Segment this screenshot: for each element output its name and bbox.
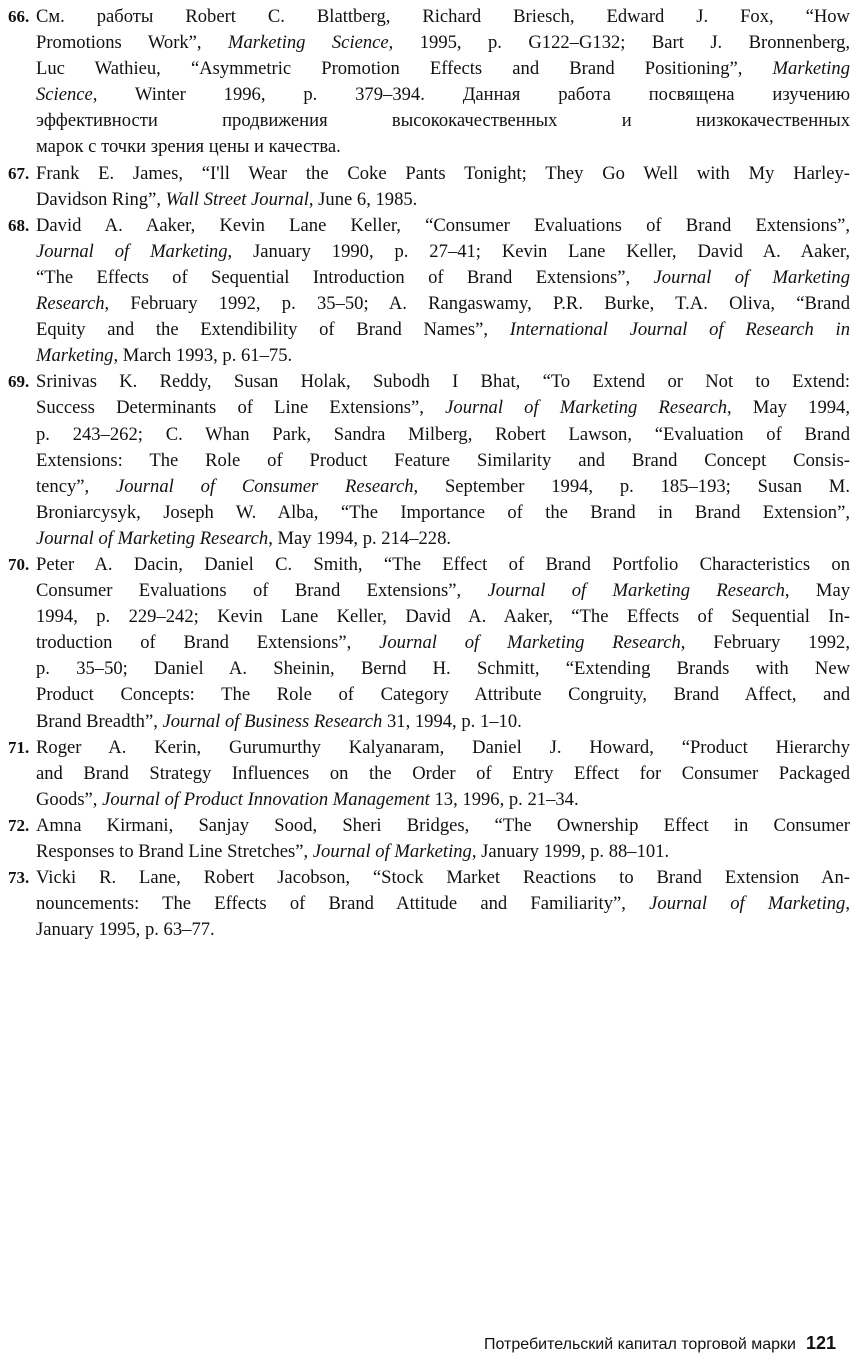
reference-text: and Brand Strategy Influences on the Order of Entry Effect for Consumer Packaged [36,762,850,784]
reference-line [36,526,850,552]
reference-number: 68. [8,215,30,235]
reference-text: Roger A. Kerin, Gurumurthy Kalyanaram, Daniel J. Howard, “Product Hierarchy [36,736,850,758]
running-title: Потребительский капитал торговой марки [484,1336,796,1353]
reference-number: 71. [8,737,30,757]
reference-number: 73. [8,868,30,888]
journal-title: Marketing Science [228,32,389,54]
journal-title: Journal of Marketing [649,893,846,915]
journal-title: Journal of Marketing [312,841,472,862]
reference-number: 69. [8,372,30,392]
reference-line [36,422,850,448]
reference-line [36,4,850,30]
reference-line [36,709,850,735]
reference-line [36,656,850,682]
reference-line [36,108,850,134]
reference-text: эффективности продвижения высококачественных и низкокачественных [36,110,850,132]
reference-text: nouncements: The Effects of Brand Attitude and Familiarity”, [36,893,650,915]
reference-text: Davidson Ring”, [36,188,166,210]
reference-line [36,239,850,265]
reference-line [36,474,850,500]
reference-text: марок с точки зрения цены и качества. [36,136,341,158]
reference-text: Winter 1996, p. 379–394. Данная работа посвящена изучению [97,84,850,106]
reference-text: См. работы Robert C. Blattberg, Richard Briesch, Edward J. Fox, “How [36,6,850,27]
reference-line [36,82,850,108]
reference-line [36,552,850,578]
reference-line [36,369,850,395]
journal-title: Marketing [36,345,114,367]
reference-line [36,134,850,160]
reference-text: Promotions Work”, [36,32,229,54]
reference-text: Frank E. James, “I'll Wear the Coke Pants Tonight; They Go Well with My Harley- [36,162,850,184]
journal-title: Journal of Marketing [36,240,228,262]
journal-title: Journal of Consumer Research [115,475,414,497]
journal-title: Journal of Marketing Research [36,527,269,549]
reference-line [36,56,850,82]
reference-item [8,813,850,865]
reference-text: Srinivas K. Reddy, Susan Holak, Subodh I Bhat, “To Extend or Not to Extend: [36,371,850,393]
reference-item [8,369,850,552]
page-footer [484,1333,836,1354]
reference-line [36,839,850,865]
reference-item [8,213,850,370]
reference-line [36,865,850,891]
reference-text: Broniarcysyk, Joseph W. Alba, “The Importance of the Brand in Brand Extension”, [36,501,850,523]
reference-text: Success Determinants of Line Extensions”, [36,397,446,419]
journal-title: Journal of Marketing Research [445,397,728,419]
reference-text: 1994, p. 229–242; Kevin Lane Keller, David A. Aaker, “The Effects of Sequential In- [36,606,850,628]
reference-line [36,787,850,813]
reference-text: Goods”, [36,788,103,810]
reference-line [36,213,850,239]
reference-number: 70. [8,554,30,574]
reference-line [36,30,850,56]
reference-text: , June 6, 1985. [308,188,418,210]
reference-text: David A. Aaker, Kevin Lane Keller, “Consumer Evaluations of Brand Extensions”, [36,214,850,236]
reference-text: p. 243–262; C. Whan Park, Sandra Milberg, Robert Lawson, “Evaluation of Brand [36,423,850,445]
reference-line [36,917,850,943]
reference-number: 67. [8,163,30,183]
reference-text: Extensions: The Role of Product Feature Similarity and Brand Concept Consis- [36,449,850,471]
reference-text: tency”, [36,475,116,497]
reference-text: Luc Wathieu, “Asymmetric Promotion Effects and Brand Positioning”, [36,58,773,80]
reference-text: Product Concepts: The Role of Category Attribute Congruity, Brand Affect, and [36,684,850,706]
reference-text: , May 1994, p. 214–228. [268,527,452,549]
reference-text: , May 1994, [727,397,850,419]
reference-number: 66. [8,7,30,26]
reference-line [36,891,850,917]
journal-title: Wall Street Journal [165,188,309,210]
page-number: 121 [805,1333,836,1353]
reference-text: Equity and the Extendibility of Brand Names”, [36,319,510,341]
journal-title: Marketing [772,58,850,80]
reference-number: 72. [8,815,30,835]
reference-line [36,761,850,787]
journal-title: International Journal of Research in [509,319,850,341]
reference-line [36,630,850,656]
reference-item [8,552,850,735]
reference-line [36,161,850,187]
reference-line [36,578,850,604]
reference-text: “The Effects of Sequential Introduction of Brand Extensions”, [36,266,654,288]
journal-title: Science, [36,84,98,106]
journal-title: Research [36,293,105,315]
reference-line [36,813,850,839]
reference-text: Peter A. Dacin, Daniel C. Smith, “The Effect of Brand Portfolio Characteristics on [36,553,850,575]
reference-text: , January 1990, p. 27–41; Kevin Lane Keller, David A. Aaker, [227,240,851,262]
reference-item [8,4,850,161]
reference-text: , January 1999, p. 88–101. [471,841,670,862]
reference-line [36,500,850,526]
reference-text: p. 35–50; Daniel A. Sheinin, Bernd H. Schmitt, “Extending Brands with New [36,658,850,680]
reference-line [36,395,850,421]
journal-title: Journal of Business Research [162,710,383,732]
reference-line [36,317,850,343]
reference-text: Brand Breadth”, [36,710,163,732]
reference-line [36,265,850,291]
reference-line [36,343,850,369]
journal-title: Journal of Marketing Research [379,632,681,654]
reference-text: troduction of Brand Extensions”, [36,632,380,654]
reference-text: , March 1993, p. 61–75. [113,345,293,367]
reference-line [36,682,850,708]
reference-text: , September 1994, p. 185–193; Susan M. [413,475,850,497]
reference-text: , February 1992, p. 35–50; A. Rangaswamy, P.R. Burke, T.A. Oliva, “Brand [104,293,850,315]
reference-text: , [845,893,850,915]
reference-text: January 1995, p. 63–77. [36,919,215,941]
reference-line [36,735,850,761]
reference-text: Consumer Evaluations of Brand Extensions”, [36,580,488,602]
reference-item [8,865,850,943]
journal-title: Journal of Product Innovation Management [102,788,430,810]
reference-text: Amna Kirmani, Sanjay Sood, Sheri Bridges, “The Ownership Effect in Consumer [36,814,850,836]
journal-title: Journal of Marketing Research [487,580,785,602]
reference-item [8,161,850,213]
reference-text: , 1995, p. G122–G132; Bart J. Bronnenberg, [388,32,851,54]
reference-line [36,604,850,630]
reference-text: , May [784,580,850,602]
reference-text: Vicki R. Lane, Robert Jacobson, “Stock Market Reactions to Brand Extension An- [36,867,850,889]
reference-line [36,291,850,317]
reference-text: , February 1992, [680,632,851,654]
reference-line [36,448,850,474]
reference-line [36,187,850,213]
journal-title: Journal of Marketing [653,266,850,288]
reference-text: Responses to Brand Line Stretches”, [36,841,313,862]
reference-list [8,4,850,943]
reference-item [8,735,850,813]
reference-text: 13, 1996, p. 21–34. [429,788,579,810]
reference-text: 31, 1994, p. 1–10. [382,710,522,732]
